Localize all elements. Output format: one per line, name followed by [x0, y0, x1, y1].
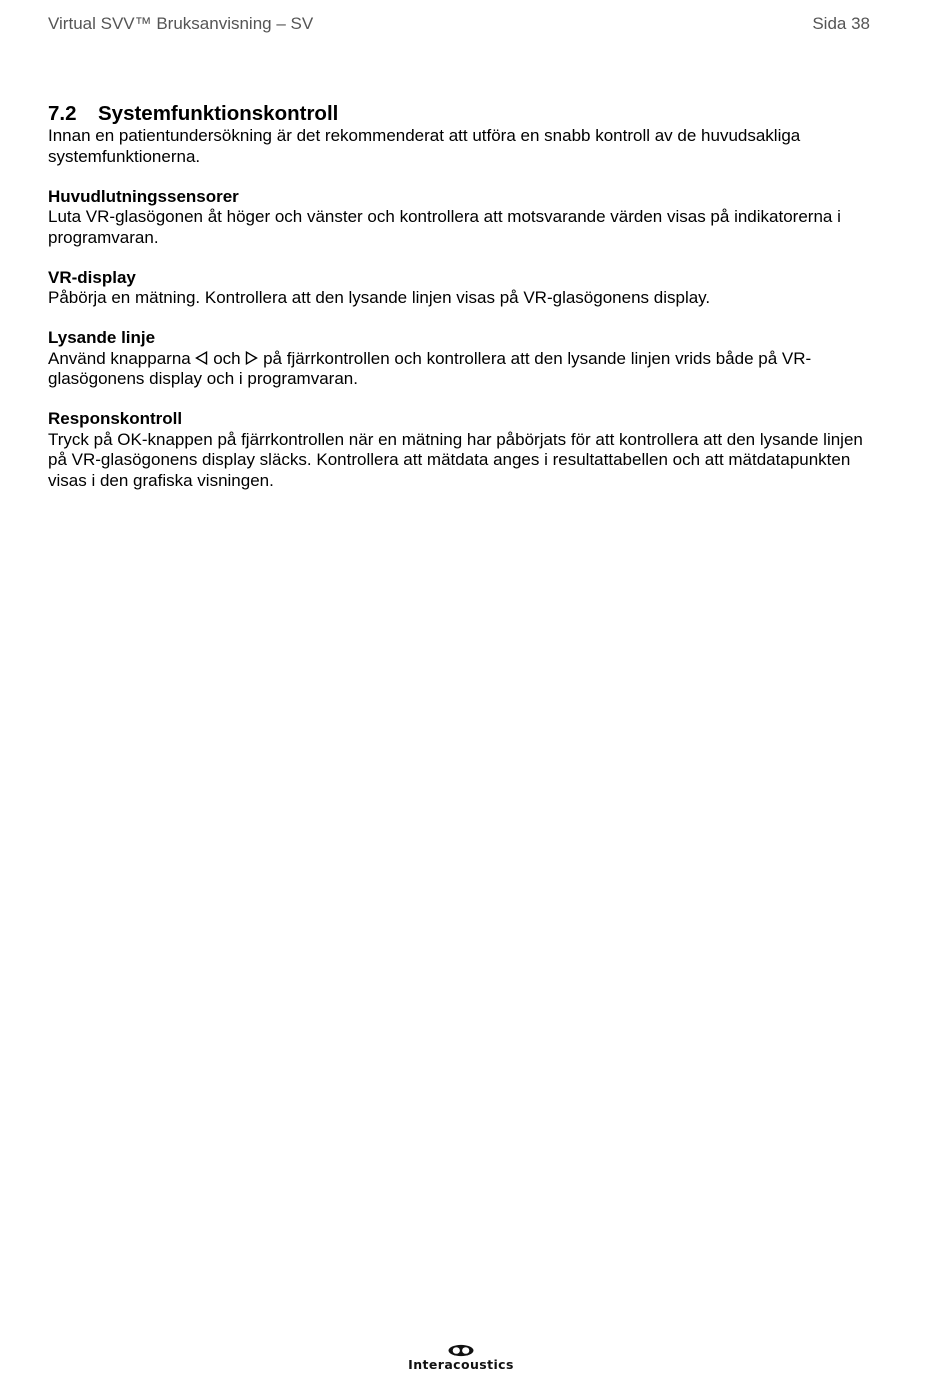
block-luminous-line — [48, 328, 878, 390]
block-vr-display — [48, 268, 878, 309]
interacoustics-logo-icon — [447, 1344, 475, 1357]
block-title: Responskontroll — [48, 409, 183, 428]
text-after-right-button: på fjärrkontrollen och kontrollera att den lysande linjen vrids både på VR-glasögonens display och i programvaran. — [48, 348, 812, 388]
block-title: VR-display — [48, 267, 136, 287]
main-content — [48, 102, 878, 491]
logo-text: Interacoustics — [408, 1357, 514, 1372]
block-text: Tryck på OK-knappen på fjärrkontrollen när en mätning har påbörjats för att kontrollera att den lysande linjen på VR-glasögonens display släcks. Kontrollera att mätdata anges i resultattabellen och att mätdatapunkten visas i den grafiska visningen. — [48, 429, 863, 490]
block-text: Påbörja en mätning. Kontrollera att den lysande linjen visas på VR-glasögonens display. — [48, 288, 711, 307]
block-head-tilt-sensors — [48, 187, 878, 249]
footer-logo — [396, 1344, 526, 1374]
page-number: Sida 38 — [812, 14, 870, 33]
section-title: Systemfunktionskontroll — [98, 102, 339, 125]
triangle-left-icon — [195, 351, 208, 365]
text-between-buttons: och — [213, 348, 241, 368]
section-number: 7.2 — [48, 102, 77, 125]
block-text — [48, 349, 878, 390]
section-heading — [48, 102, 878, 126]
block-response-check — [48, 409, 878, 491]
section-intro: Innan en patientundersökning är det rekommenderat att utföra en snabb kontroll av de huvudsakliga systemfunktionerna. — [48, 126, 801, 166]
block-text: Luta VR-glasögonen åt höger och vänster och kontrollera att motsvarande värden visas på indikatorerna i programvaran. — [48, 207, 841, 247]
document-title: Virtual SVV™ Bruksanvisning – SV — [48, 14, 314, 33]
triangle-right-icon — [245, 351, 258, 365]
text-before-left-button: Använd knapparna — [48, 348, 191, 368]
page-header — [48, 14, 870, 36]
block-title: Lysande linje — [48, 328, 156, 347]
block-title: Huvudlutningssensorer — [48, 186, 239, 206]
